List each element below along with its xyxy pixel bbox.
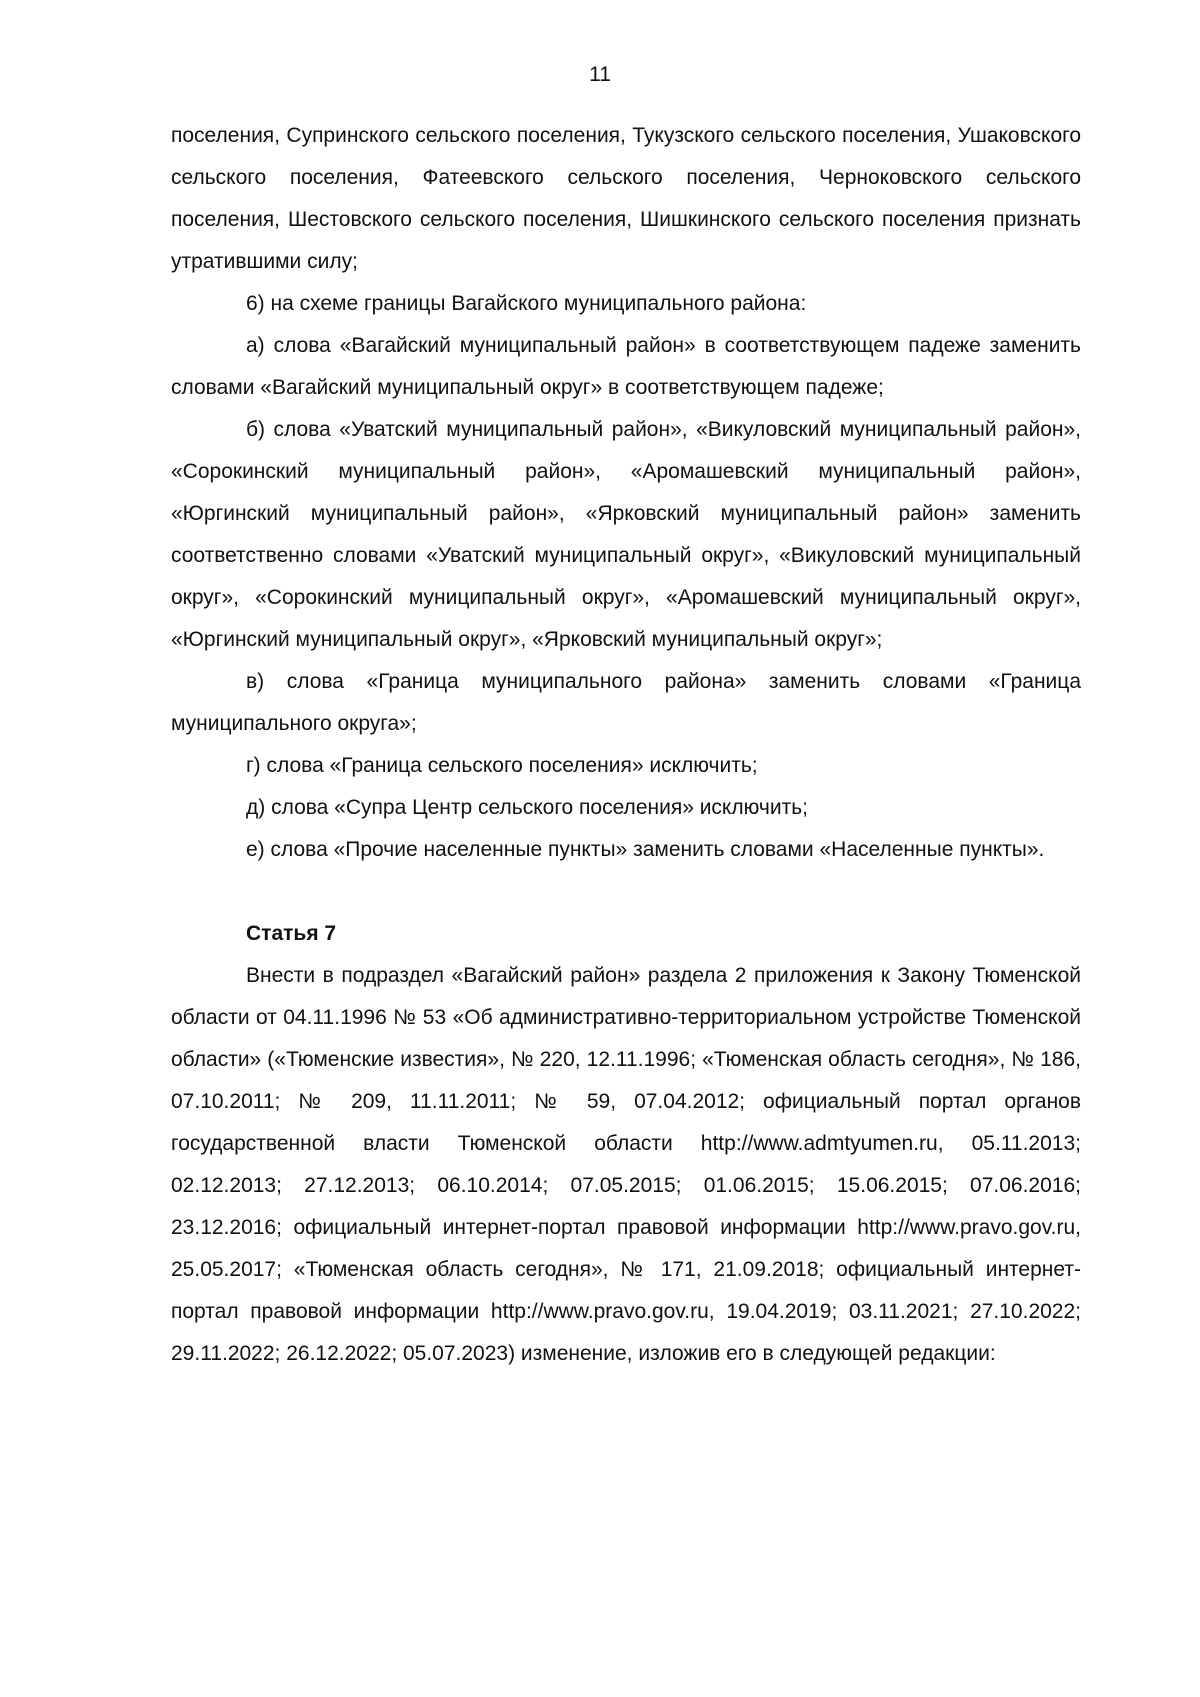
paragraph-subitem-a: а) слова «Вагайский муниципальный район» в соответствующем падеже заменить словами «Вагайский муниципальный округ» в соответствующем падеже; bbox=[171, 334, 1081, 399]
paragraph-subitem-e: е) слова «Прочие населенные пункты» заменить словами «Населенные пункты». bbox=[246, 838, 1045, 861]
paragraph-subitem-d: д) слова «Супра Центр сельского поселения» исключить; bbox=[246, 796, 808, 819]
paragraph-continuation: поселения, Супринского сельского поселения, Тукузского сельского поселения, Ушаковского сельского поселения, Фатеевского сельского поселения, Черноковского сельского поселения, Шестовского сельского поселения, Шишкинского сельского поселения признать утратившими силу; bbox=[171, 124, 1081, 273]
article-heading: Статья 7 bbox=[246, 922, 337, 945]
page-number: 11 bbox=[589, 63, 611, 86]
article-text: Внести в подраздел «Вагайский район» раздела 2 приложения к Закону Тюменской области от 04.11.1996 № 53 «Об административно-территориальном устройстве Тюменской области» («Тюменские известия», № 220, 12.11.1996; «Тюменская область сегодня», № 186, 07.10.2011; № 209, 11.11.2011; № 59, 07.04.2012; официальный портал органов государственной власти Тюменской области http://www.admtyumen.ru, 05.11.2013; 02.12.2013; 27.12.2013; 06.10.2014; 07.05.2015; 01.06.2015; 15.06.2015; 07.06.2016; 23.12.2016; официальный интернет-портал правовой информации http://www.pravo.gov.ru, 25.05.2017; «Тюменская область сегодня», № 171, 21.09.2018; официальный интернет-портал правовой информации http://www.pravo.gov.ru, 19.04.2019; 03.11.2021; 27.10.2022; 29.11.2022; 26.12.2022; 05.07.2023) изменение, изложив его в следующей редакции: bbox=[171, 964, 1081, 1365]
paragraph-subitem-b: б) слова «Уватский муниципальный район», «Викуловский муниципальный район», «Сорокинский муниципальный район», «Аромашевский муниципальный район», «Юргинский муниципальный район», «Ярковский муниципальный район» заменить соответственно словами «Уватский муниципальный округ», «Викуловский муниципальный округ», «Сорокинский муниципальный округ», «Аромашевский муниципальный округ», «Юргинский муниципальный округ», «Ярковский муниципальный округ»; bbox=[171, 418, 1081, 651]
paragraph-item-6: 6) на схеме границы Вагайского муниципального района: bbox=[246, 292, 807, 315]
document-body bbox=[171, 115, 1081, 1375]
paragraph-subitem-v: в) слова «Граница муниципального района» заменить словами «Граница муниципального округа»; bbox=[171, 670, 1081, 735]
paragraph-subitem-g: г) слова «Граница сельского поселения» исключить; bbox=[246, 754, 758, 777]
